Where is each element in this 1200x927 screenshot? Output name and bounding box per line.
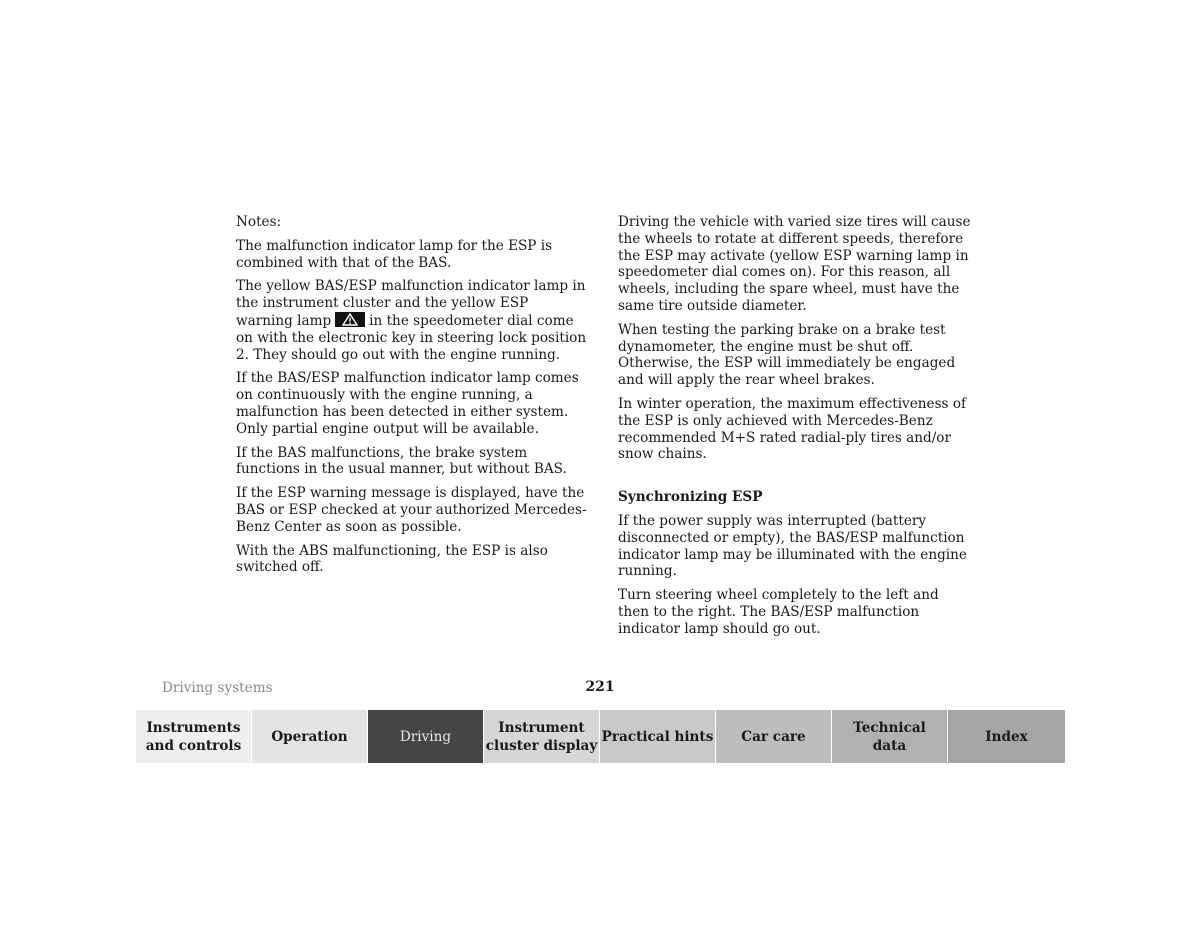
nav-tab-label: Driving <box>399 728 452 745</box>
nav-tab-operation[interactable] <box>252 710 368 763</box>
nav-tab-instrument-cluster-display[interactable] <box>484 710 600 763</box>
right-column <box>618 214 972 645</box>
paragraph-brake-test: When testing the parking brake on a brake test dynamometer, the engine must be shut off. Otherwise, the ESP will immediately be engaged and will apply the rear wheel brakes. <box>618 321 956 389</box>
paragraph-malfunction-detected: If the BAS/ESP malfunction indicator lamp comes on continuously with the engine running, a malfunction has been detected in either system. Only partial engine output will be available. <box>236 370 579 437</box>
nav-tab-label: Index <box>985 728 1028 745</box>
left-column <box>236 214 588 583</box>
notes-label: Notes: <box>236 214 282 230</box>
nav-tab-label: Instruments and controls <box>145 719 242 754</box>
lamp-text-before: The yellow BAS/ESP malfunction indicator lamp in the instrument cluster and the yellow ESP warning lamp <box>236 278 586 329</box>
nav-tab-practical-hints[interactable] <box>600 710 716 763</box>
nav-tab-instruments-and-controls[interactable] <box>136 710 252 763</box>
nav-tab-technical-data[interactable] <box>832 710 948 763</box>
paragraph-winter-operation: In winter operation, the maximum effectiveness of the ESP is only achieved with Mercedes-Benz recommended M+S rated radial-ply tires and/or snow chains. <box>618 395 967 463</box>
chapter-nav <box>136 710 1065 763</box>
paragraph-warning-message: If the ESP warning message is displayed, have the BAS or ESP checked at your authorized Mercedes-Benz Center as soon as possible. <box>236 485 587 535</box>
paragraph-lamp-on <box>236 278 588 363</box>
warning-triangle-icon <box>335 312 365 327</box>
heading-synchronizing-esp: Synchronizing ESP <box>618 489 763 506</box>
nav-tab-label: Car care <box>741 728 806 745</box>
paragraph-combined-lamp: The malfunction indicator lamp for the ESP is combined with that of the BAS. <box>236 237 553 271</box>
nav-tab-index[interactable] <box>948 710 1065 763</box>
page-number: 221 <box>585 679 615 695</box>
footer-section-title: Driving systems <box>162 680 273 696</box>
nav-tab-driving[interactable] <box>368 710 484 763</box>
paragraph-tire-sizes: Driving the vehicle with varied size tires will cause the wheels to rotate at different speeds, therefore the ESP may activate (yellow ESP warning lamp in speedometer dial comes on). For this reason, all wheels, including the spare wheel, must have the same tire outside diameter. <box>618 214 971 314</box>
nav-tab-label: Operation <box>271 728 348 745</box>
nav-tab-label: Instrument cluster display <box>485 719 598 754</box>
nav-tab-label: Practical hints <box>601 728 714 745</box>
paragraph-bas-malfunction: If the BAS malfunctions, the brake system functions in the usual manner, but without BAS. <box>236 444 567 478</box>
paragraph-turn-steering: Turn steering wheel completely to the left and then to the right. The BAS/ESP malfunction indicator lamp should go out. <box>618 587 939 637</box>
nav-tab-label: Technical data <box>853 719 926 754</box>
paragraph-abs-malfunction: With the ABS malfunctioning, the ESP is also switched off. <box>236 542 548 576</box>
nav-tab-car-care[interactable] <box>716 710 832 763</box>
paragraph-power-interrupted: If the power supply was interrupted (battery disconnected or empty), the BAS/ESP malfunction indicator lamp may be illuminated with the engine running. <box>618 512 967 580</box>
lamp-text-after: in the speedometer dial come on with the electronic key in steering lock position 2. They should go out with the engine running. <box>236 312 587 363</box>
